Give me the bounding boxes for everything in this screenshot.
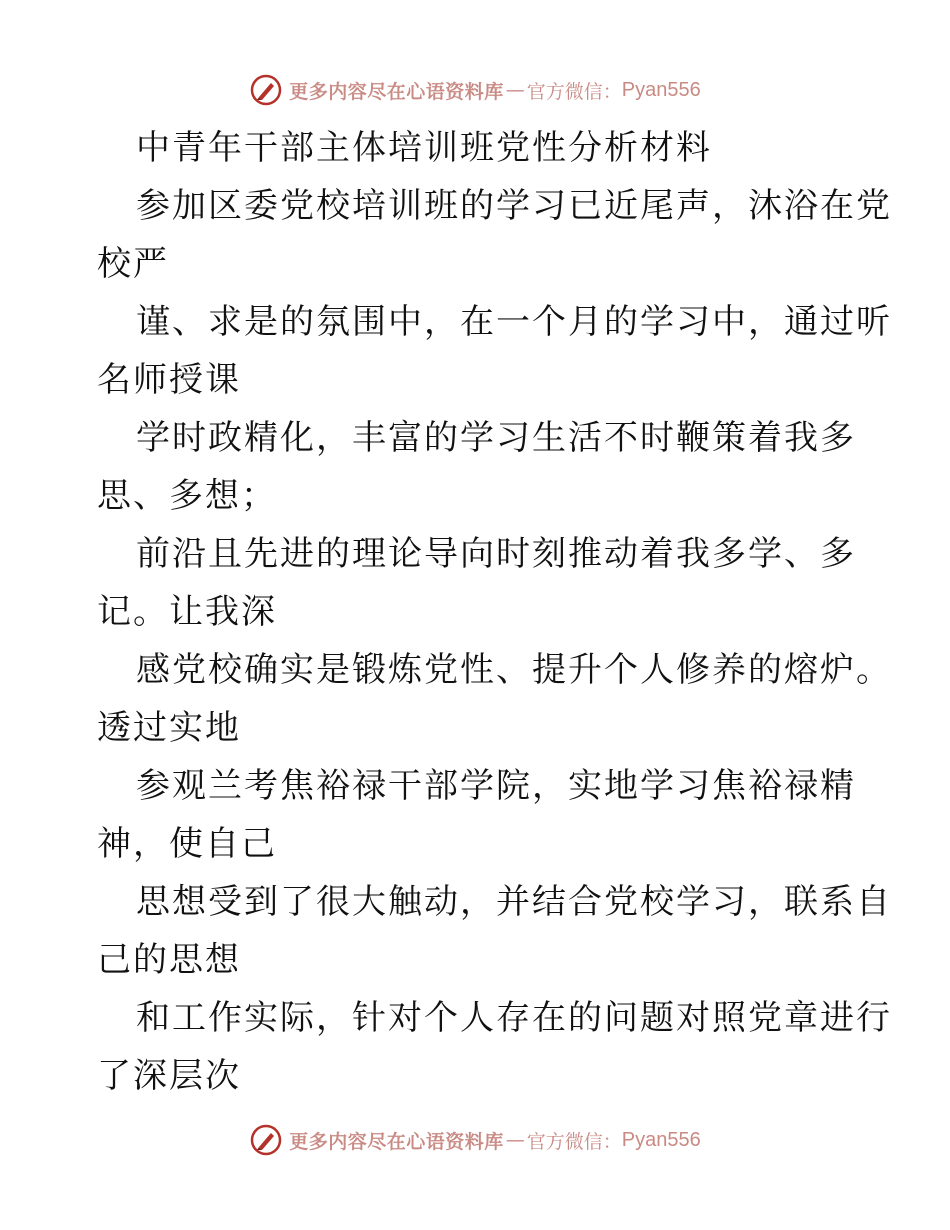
watermark-wechat-id: Pyan556 <box>621 1128 701 1151</box>
watermark-wechat-label: 官方微信： <box>526 80 622 103</box>
pen-logo-icon <box>249 73 283 107</box>
paragraph-line: 参观兰考焦裕禄干部学院，实地学习焦裕禄精 <box>136 766 856 806</box>
paragraph-line: 思想受到了很大触动，并结合党校学习，联系自 <box>136 882 892 922</box>
paragraph-line: 己的思想 <box>97 940 241 980</box>
paragraph-line: 校严 <box>97 244 169 284</box>
paragraph-line: 思、多想； <box>97 476 277 516</box>
watermark-separator: — <box>505 79 525 101</box>
watermark-wechat-label: 官方微信： <box>526 1130 622 1153</box>
paragraph-line: 学时政精化，丰富的学习生活不时鞭策着我多 <box>136 418 856 458</box>
watermark-header <box>0 70 950 110</box>
paragraph-line: 和工作实际，针对个人存在的问题对照党章进行 <box>136 998 892 1038</box>
paragraph-line: 前沿且先进的理论导向时刻推动着我多学、多 <box>136 534 856 574</box>
pen-logo-icon <box>249 1123 283 1157</box>
paragraph-line: 神，使自己 <box>97 824 277 864</box>
watermark-text: 更多内容尽在心语资料库 <box>289 80 504 103</box>
paragraph-line: 了深层次 <box>97 1056 241 1096</box>
paragraph-line: 记。让我深 <box>97 592 277 632</box>
paragraph-line: 参加区委党校培训班的学习已近尾声，沐浴在党 <box>136 186 892 226</box>
watermark-footer <box>0 1120 950 1160</box>
paragraph-line: 名师授课 <box>97 360 241 400</box>
document-title: 中青年干部主体培训班党性分析材料 <box>136 128 712 168</box>
watermark-wechat-id: Pyan556 <box>621 78 701 101</box>
watermark-text: 更多内容尽在心语资料库 <box>289 1130 504 1153</box>
paragraph-line: 感党校确实是锻炼党性、提升个人修养的熔炉。 <box>136 650 892 690</box>
watermark-separator: — <box>505 1129 525 1151</box>
paragraph-line: 谨、求是的氛围中，在一个月的学习中，通过听 <box>136 302 892 342</box>
paragraph-line: 透过实地 <box>97 708 241 748</box>
